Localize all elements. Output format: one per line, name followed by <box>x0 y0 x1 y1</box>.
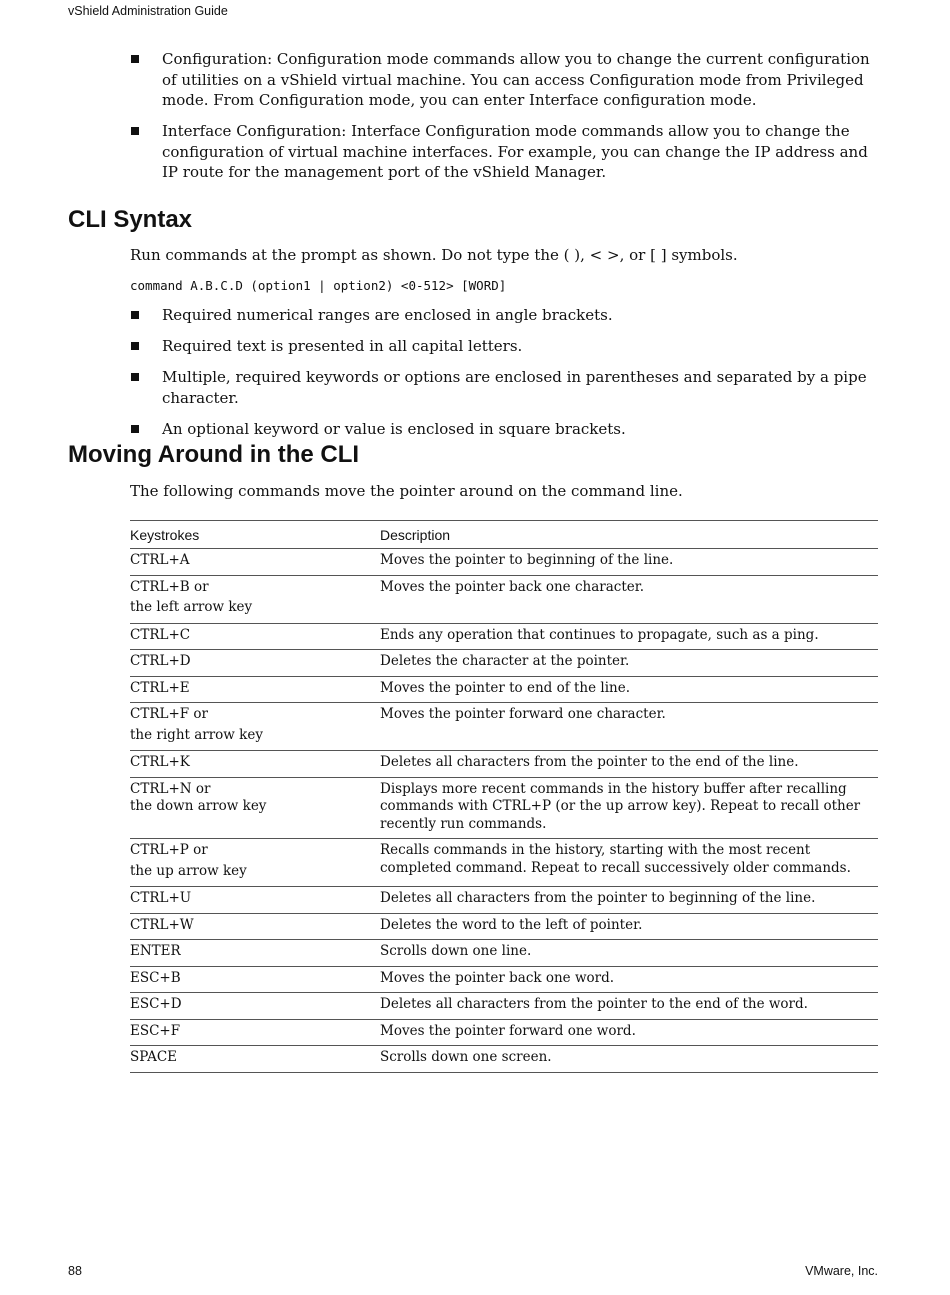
keystroke: ENTER <box>130 943 181 959</box>
bullet-text: Multiple, required keywords or options are enclosed in parentheses and separated by a pipe character. <box>162 368 867 407</box>
keystroke-alt: the left arrow key <box>130 599 253 615</box>
square-bullet-icon <box>131 311 139 319</box>
description-cell: Deletes all characters from the pointer to the end of the word. <box>380 993 878 1020</box>
description-cell: Ends any operation that continues to propagate, such as a ping. <box>380 623 878 650</box>
table-row <box>130 549 878 576</box>
table-row <box>130 676 878 703</box>
bullet-text: Configuration: Configuration mode commands allow you to change the current configuration of utilities on a vShield virtual machine. You can access Configuration mode from Privileged mode. From Configuration mode, you can enter Interface configuration mode. <box>162 50 870 109</box>
square-bullet-icon <box>131 127 139 135</box>
keystroke-cell <box>130 913 380 940</box>
keystroke: ESC+B <box>130 969 181 986</box>
table-row <box>130 703 878 751</box>
bullet-text: Required text is presented in all capital letters. <box>162 337 523 355</box>
keystrokes-table <box>130 520 878 1073</box>
page-number: 88 <box>68 1264 82 1278</box>
moving-paragraph: The following commands move the pointer around on the command line. <box>130 482 683 500</box>
keystroke-cell <box>130 777 380 839</box>
keystroke-cell <box>130 751 380 778</box>
keystroke-alt: the up arrow key <box>130 862 247 879</box>
keystroke: CTRL+N or <box>130 780 211 797</box>
keystroke: CTRL+D <box>130 653 191 669</box>
column-header-description: Description <box>380 521 878 549</box>
table-row <box>130 623 878 650</box>
keystroke: CTRL+B or <box>130 578 209 595</box>
table-row <box>130 777 878 839</box>
bullet-text: Interface Configuration: Interface Configuration mode commands allow you to change the configuration of virtual machine interfaces. For example, you can change the IP address and IP route for the management port of the vShield Manager. <box>162 122 868 181</box>
column-header-keystrokes: Keystrokes <box>130 521 380 549</box>
keystroke-cell <box>130 676 380 703</box>
keystroke: CTRL+F or <box>130 706 209 722</box>
keystroke: ESC+F <box>130 1022 181 1039</box>
keystroke: CTRL+A <box>130 552 190 568</box>
table-row <box>130 887 878 914</box>
keystroke-cell <box>130 650 380 677</box>
description-cell: Deletes the character at the pointer. <box>380 650 878 677</box>
list-item <box>130 49 880 111</box>
table-row <box>130 993 878 1020</box>
keystroke-cell <box>130 703 380 751</box>
keystroke: CTRL+K <box>130 754 190 770</box>
keystroke-cell <box>130 839 380 887</box>
bullet-text: Required numerical ranges are enclosed in angle brackets. <box>162 306 613 324</box>
table-row <box>130 575 878 623</box>
table-row <box>130 751 878 778</box>
description-cell: Moves the pointer back one character. <box>380 575 878 623</box>
keystroke: CTRL+W <box>130 916 194 933</box>
keystroke-cell <box>130 575 380 623</box>
description-cell: Deletes all characters from the pointer to the end of the line. <box>380 751 878 778</box>
description-cell: Deletes all characters from the pointer to beginning of the line. <box>380 887 878 914</box>
table-row <box>130 940 878 967</box>
keystroke: CTRL+P or <box>130 842 208 858</box>
syntax-code-sample: command A.B.C.D (option1 | option2) <0-512> [WORD] <box>130 278 507 293</box>
keystroke: CTRL+E <box>130 679 190 696</box>
keystroke: ESC+D <box>130 996 182 1012</box>
bullet-text: An optional keyword or value is enclosed in square brackets. <box>162 419 626 438</box>
cli-syntax-paragraph: Run commands at the prompt as shown. Do not type the ( ), < >, or [ ] symbols. <box>130 246 738 264</box>
keystroke: CTRL+U <box>130 890 192 906</box>
description-cell: Moves the pointer back one word. <box>380 966 878 993</box>
square-bullet-icon <box>131 373 139 381</box>
square-bullet-icon <box>131 425 139 433</box>
table-row <box>130 913 878 940</box>
description-cell: Moves the pointer to beginning of the line. <box>380 549 878 576</box>
keystroke-cell <box>130 1046 380 1073</box>
description-cell: Moves the pointer forward one word. <box>380 1019 878 1046</box>
keystroke-cell <box>130 1019 380 1046</box>
table-row <box>130 839 878 887</box>
intro-bullet-list <box>130 49 880 193</box>
description-cell: Recalls commands in the history, starting with the most recent completed command. Repeat to recall successively older commands. <box>380 839 878 887</box>
syntax-bullet-list <box>130 305 880 450</box>
table-row <box>130 650 878 677</box>
list-item <box>130 121 880 183</box>
list-item <box>130 305 880 326</box>
description-cell: Scrolls down one screen. <box>380 1046 878 1073</box>
list-item <box>130 336 880 357</box>
keystroke: SPACE <box>130 1049 178 1065</box>
square-bullet-icon <box>131 55 139 63</box>
description-cell: Displays more recent commands in the history buffer after recalling commands with CTRL+P (or the up arrow key). Repeat to recall other recently run commands. <box>380 777 878 839</box>
keystroke-cell <box>130 623 380 650</box>
description-cell: Moves the pointer forward one character. <box>380 703 878 751</box>
keystroke: CTRL+C <box>130 626 191 643</box>
square-bullet-icon <box>131 342 139 350</box>
section-heading-moving-around: Moving Around in the CLI <box>68 441 360 468</box>
keystroke-cell <box>130 549 380 576</box>
description-cell: Scrolls down one line. <box>380 940 878 967</box>
running-header: vShield Administration Guide <box>68 4 228 18</box>
table-row <box>130 1046 878 1073</box>
keystroke-alt: the down arrow key <box>130 798 267 814</box>
keystroke-cell <box>130 993 380 1020</box>
footer-company: VMware, Inc. <box>805 1264 878 1278</box>
table-header-row <box>130 521 878 549</box>
description-cell: Moves the pointer to end of the line. <box>380 676 878 703</box>
list-item <box>130 367 880 408</box>
keystroke-cell <box>130 887 380 914</box>
list-item <box>130 419 880 440</box>
keystroke-alt: the right arrow key <box>130 726 263 743</box>
table-row <box>130 966 878 993</box>
table-row <box>130 1019 878 1046</box>
description-cell: Deletes the word to the left of pointer. <box>380 913 878 940</box>
keystroke-cell <box>130 940 380 967</box>
keystroke-cell <box>130 966 380 993</box>
section-heading-cli-syntax: CLI Syntax <box>68 206 193 233</box>
